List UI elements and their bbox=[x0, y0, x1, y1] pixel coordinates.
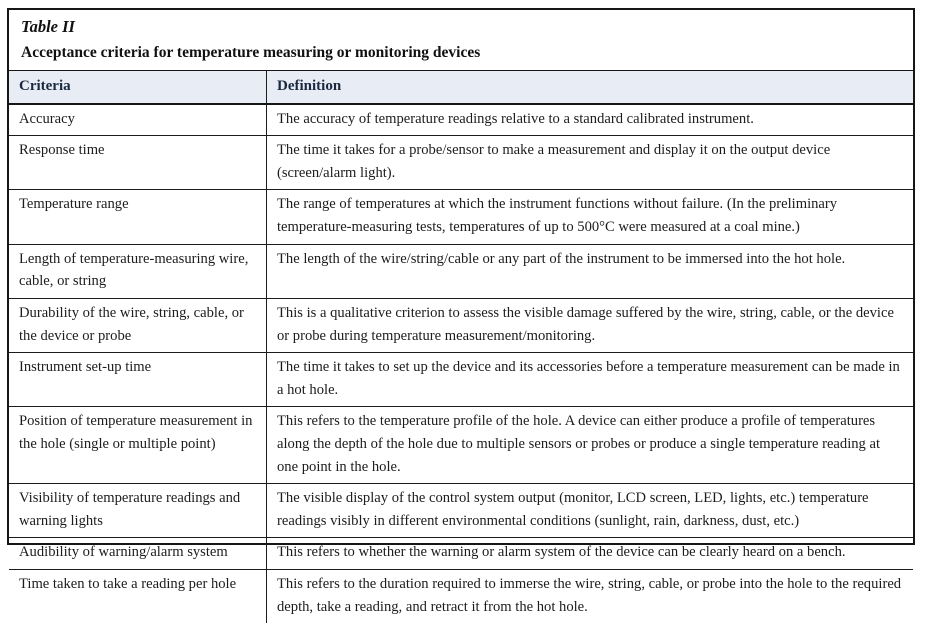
definition-cell: The length of the wire/string/cable or any part of the instrument to be immersed into the hot hole. bbox=[277, 250, 846, 267]
criteria-definition-table bbox=[9, 71, 913, 623]
table-caption: Acceptance criteria for temperature measuring or monitoring devices bbox=[21, 43, 481, 61]
criteria-cell: Length of temperature-measuring wire, cable, or string bbox=[9, 245, 267, 298]
definition-cell: This refers to the duration required to immerse the wire, string, cable, or probe into the hole to the required depth, take a reading, and retract it from the hot hole. bbox=[277, 576, 902, 615]
table-number: Table II bbox=[21, 17, 75, 36]
column-header-criteria: Criteria bbox=[9, 71, 267, 102]
definition-cell: The accuracy of temperature readings relative to a standard calibrated instrument. bbox=[277, 110, 754, 127]
table-header-row bbox=[9, 71, 913, 104]
table-row bbox=[9, 353, 913, 407]
definition-cell: The time it takes to set up the device and its accessories before a temperature measurement can be made in a hot hole. bbox=[277, 359, 900, 398]
column-header-definition: Definition bbox=[277, 78, 342, 95]
table-row bbox=[9, 136, 913, 190]
criteria-cell: Time taken to take a reading per hole bbox=[9, 570, 267, 623]
definition-cell: The range of temperatures at which the instrument functions without failure. (In the preliminary temperature-measuring tests, temperatures of up to 500°C were measured at a coal mine.) bbox=[277, 196, 838, 236]
definition-cell: This is a qualitative criterion to assess the visible damage suffered by the wire, string, cable, or the device or probe during temperature measurement/monitoring. bbox=[277, 304, 894, 344]
table-row bbox=[9, 299, 913, 353]
table-title-block bbox=[9, 10, 913, 71]
criteria-cell: Audibility of warning/alarm system bbox=[9, 538, 267, 569]
acceptance-criteria-table bbox=[7, 8, 915, 615]
table-row bbox=[9, 538, 913, 570]
criteria-cell: Visibility of temperature readings and warning lights bbox=[9, 484, 267, 537]
definition-cell: The visible display of the control system output (monitor, LCD screen, LED, lights, etc.) temperature readings visibly in different environmental conditions (sunlight, rain, darkness, dust, etc.) bbox=[277, 490, 869, 529]
table-row bbox=[9, 484, 913, 538]
definition-cell: This refers to whether the warning or alarm system of the device can be clearly heard on a bench. bbox=[277, 544, 846, 561]
criteria-cell: Durability of the wire, string, cable, or the device or probe bbox=[9, 299, 267, 352]
table-body bbox=[9, 105, 913, 623]
criteria-cell: Instrument set-up time bbox=[9, 353, 267, 406]
definition-cell: The time it takes for a probe/sensor to make a measurement and display it on the output device (screen/alarm light). bbox=[277, 142, 831, 181]
table-row bbox=[9, 570, 913, 623]
table-row bbox=[9, 407, 913, 484]
criteria-cell: Accuracy bbox=[9, 105, 267, 136]
table-row bbox=[9, 105, 913, 137]
criteria-cell: Position of temperature measurement in the hole (single or multiple point) bbox=[9, 407, 267, 483]
definition-cell: This refers to the temperature profile of the hole. A device can either produce a profile of temperatures along the depth of the hole due to multiple sensors or probes or produce a single temperature reading at one point in the hole. bbox=[277, 413, 881, 475]
table-row bbox=[9, 245, 913, 299]
table-row bbox=[9, 190, 913, 244]
criteria-cell: Response time bbox=[9, 136, 267, 189]
criteria-cell: Temperature range bbox=[9, 190, 267, 243]
